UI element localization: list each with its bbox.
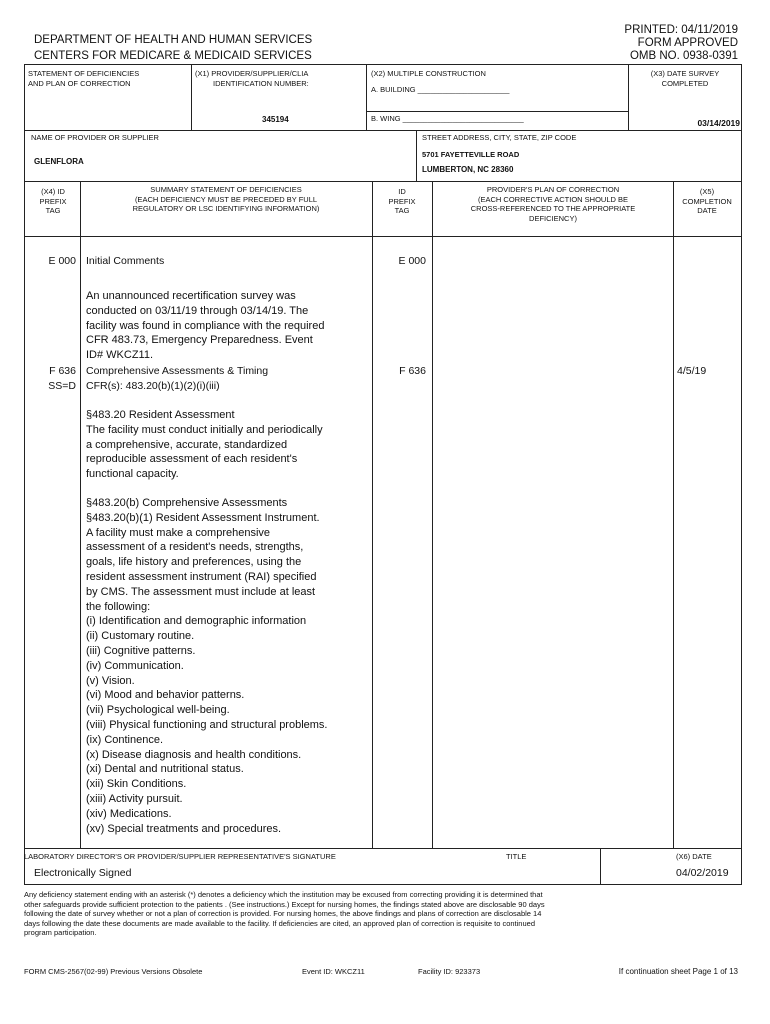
printed-date: PRINTED: 04/11/2019 <box>624 24 738 36</box>
summary-header: SUMMARY STATEMENT OF DEFICIENCIES (EACH DEFICIENCY MUST BE PRECEDED BY FULL REGULATORY OR LSC IDENTIFYING INFORMATION) <box>132 185 320 213</box>
id-header: ID PREFIX TAG <box>388 187 416 215</box>
x4-header: (X4) ID PREFIX TAG <box>39 187 67 215</box>
department-line-1: DEPARTMENT OF HEALTH AND HUMAN SERVICES <box>34 34 313 46</box>
initial-comments-text: An unannounced recertification survey was conducted on 03/11/19 through 03/14/19. The facility was found in compliance with the required CFR 483.73, Emergency Preparedness. Event ID# WKCZ11. <box>86 290 325 362</box>
x6-date-label: (X6) DATE <box>676 852 712 861</box>
provider-label: NAME OF PROVIDER OR SUPPLIER <box>31 133 159 142</box>
address-line-2: LUMBERTON, NC 28360 <box>422 165 514 174</box>
f636-cfr: CFR(s): 483.20(b)(1)(2)(i)(iii) <box>86 380 220 392</box>
statement-label: STATEMENT OF DEFICIENCIES AND PLAN OF CORRECTION <box>28 69 140 88</box>
f636-title: Comprehensive Assessments & Timing <box>86 365 269 377</box>
provider-number: 345194 <box>262 115 289 124</box>
f636-id: F 636 <box>399 365 426 377</box>
facility-id: Facility ID: 923373 <box>418 967 481 976</box>
e000-id: E 000 <box>398 255 426 267</box>
department-line-2: CENTERS FOR MEDICARE & MEDICAID SERVICES <box>34 50 312 62</box>
signature-label: LABORATORY DIRECTOR'S OR PROVIDER/SUPPLIER REPRESENTATIVE'S SIGNATURE <box>24 852 336 861</box>
form-approved: FORM APPROVED <box>637 37 738 49</box>
title-label: TITLE <box>506 852 527 861</box>
x2-building: A. BUILDING ______________________ <box>371 85 510 94</box>
signature-value: Electronically Signed <box>34 867 132 879</box>
signature-date: 04/02/2019 <box>676 867 729 879</box>
provider-name: GLENFLORA <box>34 157 84 166</box>
f636-tag: F 636 <box>49 365 76 377</box>
f636-scope-severity: SS=D <box>48 380 76 392</box>
e000-tag: E 000 <box>48 255 76 267</box>
x2-label: (X2) MULTIPLE CONSTRUCTION <box>371 69 486 78</box>
page-indicator: If continuation sheet Page 1 of 13 <box>618 967 738 976</box>
disclaimer-text: Any deficiency statement ending with an asterisk (*) denotes a deficiency which the institution may be excused from correcting providing it is determined that other safeguards provide sufficient protection to the patients . (See instructions.) Except for nursing homes, the findings stated above are disclosable 90 days following the date of survey whether or not a plan of correction is provided. For nursing homes, the above findings and plans of correction are disclosable 14 days following the date these documents are made available to the facility. If deficiencies are cited, an approved plan of correction is requisite to continued program participation. <box>24 890 545 937</box>
x5-header: (X5) COMPLETION DATE <box>682 187 732 215</box>
address-line-1: 5701 FAYETTEVILLE ROAD <box>422 150 520 159</box>
x2-wing: B. WING _____________________________ <box>371 114 524 123</box>
e000-title: Initial Comments <box>86 255 165 267</box>
comprehensive-assessments-text: §483.20(b) Comprehensive Assessments §483.20(b)(1) Resident Assessment Instrument. A facility must make a comprehensive assessment of a resident's needs, strengths, goals, life history and preferences, using the resident assessment instrument (RAI) specified by CMS. The assessment must include at least the following: (i) Identification and demographic information (ii) Customary routine. (iii) Cognitive patterns. (iv) Communication. (v) Vision. (vi) Mood and behavior patterns. (vii) Psychological well-being. (viii) Physical functioning and structural problems. (ix) Continence. (x) Disease diagnosis and health conditions. (xi) Dental and nutritional status. (xii) Skin Conditions. (xiii) Activity pursuit. (xiv) Medications. (xv) Special treatments and procedures. <box>86 497 328 835</box>
address-label: STREET ADDRESS, CITY, STATE, ZIP CODE <box>422 133 577 142</box>
resident-assessment-text: §483.20 Resident Assessment The facility must conduct initially and periodically a comprehensive, accurate, standardized reproducible assessment of each resident's functional capacity. <box>86 409 323 481</box>
event-id: Event ID: WKCZ11 <box>302 967 365 976</box>
f636-completion-date: 4/5/19 <box>677 365 707 377</box>
omb-number: OMB NO. 0938-0391 <box>629 50 738 62</box>
form-id: FORM CMS-2567(02-99) Previous Versions Obsolete <box>24 967 203 976</box>
x1-label: (X1) PROVIDER/SUPPLIER/CLIA IDENTIFICATION NUMBER: <box>195 69 309 88</box>
survey-date: 03/14/2019 <box>697 118 740 128</box>
plan-header: PROVIDER'S PLAN OF CORRECTION (EACH CORRECTIVE ACTION SHOULD BE CROSS-REFERENCED TO THE APPROPRIATE DEFICIENCY) <box>470 185 636 223</box>
x3-label: (X3) DATE SURVEY COMPLETED <box>650 69 720 88</box>
